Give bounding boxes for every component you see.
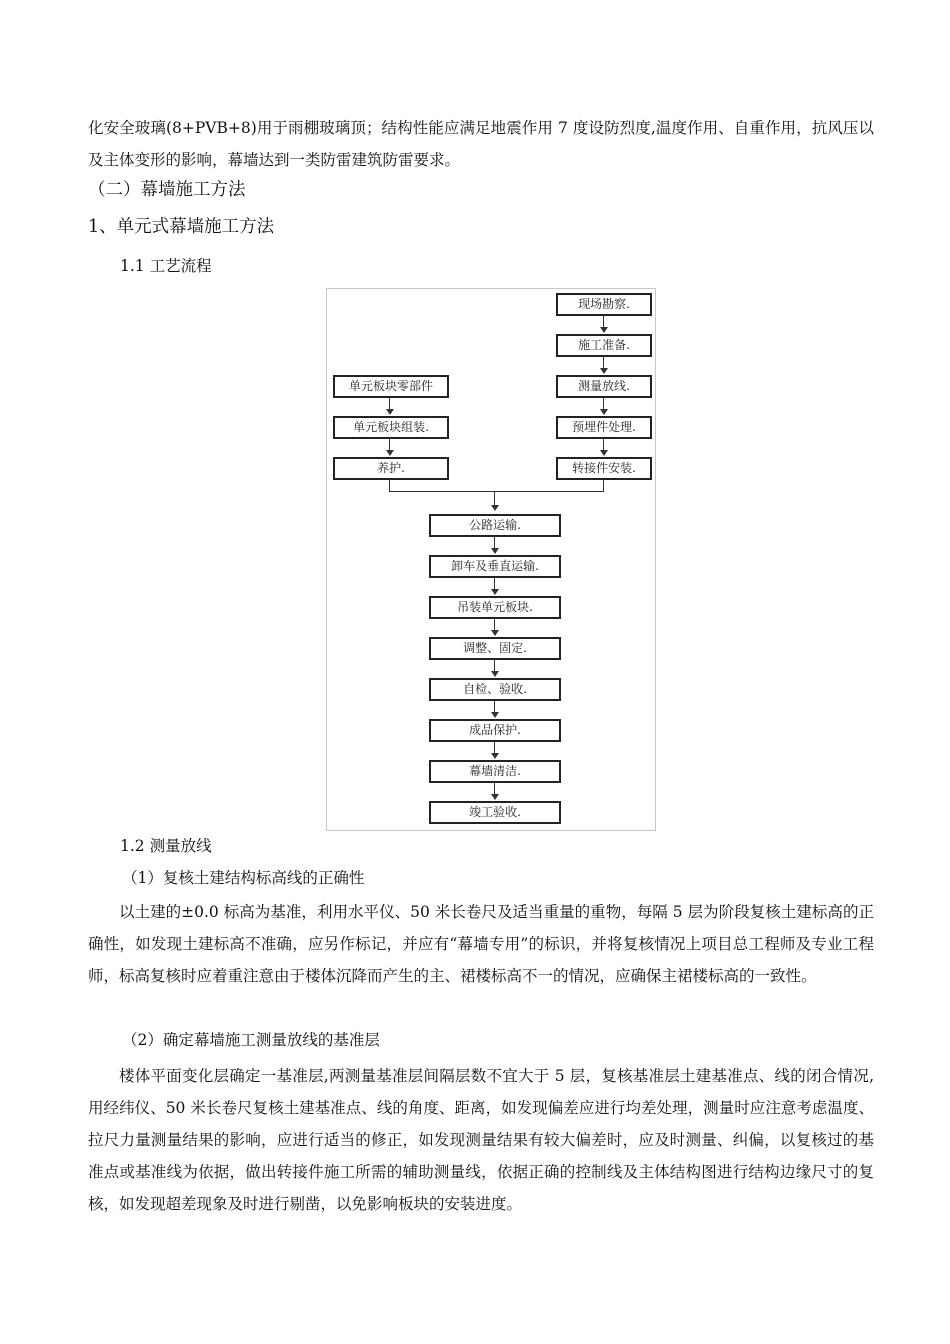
paragraph-1: 以土建的±0.0 标高为基准，利用水平仪、50 米长卷尺及适当重量的重物，每隔 5 层为阶段复核土建标高的正确性，如发现土建标高不准确，应另作标记，并应有“幕墙专用”的标识，并将复核情况上项目总工程师及专业工程师，标高复核时应着重注意由于楼体沉降而产生的主、裙楼标高不一的情况，应确保主裙楼标高的一致性。	[88, 903, 874, 985]
flow-step-adjust-fix: 调整、固定.	[429, 637, 561, 660]
subsection-title: 1、单元式幕墙施工方法	[88, 217, 275, 237]
flow-step-hoisting: 吊装单元板块.	[429, 596, 561, 619]
flow-step-road-transport: 公路运输.	[429, 514, 561, 537]
flow-step-surveying: 测量放线.	[556, 375, 652, 398]
flow-step-connector-install: 转接件安装.	[556, 457, 652, 480]
item-1-2-heading: 1.2 测量放线	[120, 837, 212, 855]
item-1-1-heading: 1.1 工艺流程	[120, 257, 212, 275]
section-title: （二）幕墙施工方法	[88, 180, 246, 200]
flow-step-unit-parts: 单元板块零部件	[333, 375, 449, 398]
flow-step-cleaning: 幕墙清洁.	[429, 760, 561, 783]
flow-step-preparation: 施工准备.	[556, 334, 652, 357]
flow-step-unit-assembly: 单元板块组装.	[333, 416, 449, 439]
flow-step-curing: 养护.	[333, 457, 449, 480]
flow-step-unloading: 卸车及垂直运输.	[429, 555, 561, 578]
flow-step-self-check: 自检、验收.	[429, 678, 561, 701]
flow-step-final-acceptance: 竣工验收.	[429, 801, 561, 824]
sub-heading-2: （2）确定幕墙施工测量放线的基准层	[122, 1031, 380, 1049]
flow-step-embedded-parts: 预埋件处理.	[556, 416, 652, 439]
intro-paragraph: 化安全玻璃(8+PVB+8)用于雨棚玻璃顶；结构性能应满足地震作用 7 度设防烈度,温度作用、自重作用，抗风压以及主体变形的影响，幕墙达到一类防雷建筑防雷要求。	[88, 119, 874, 169]
flow-step-protection: 成品保护.	[429, 719, 561, 742]
paragraph-2: 楼体平面变化层确定一基准层,两测量基准层间隔层数不宜大于 5 层，复核基准层土建基准点、线的闭合情况,用经纬仪、50 米长卷尺复核土建基准点、线的角度、距离，如发现偏差应进行均差处理，测量时应注意考虑温度、拉尺力量测量结果的影响，应进行适当的修正，如发现测量结果有较大偏差时，应及时测量、纠偏，以复核过的基准点或基准线为依据，做出转接件施工所需的辅助测量线，依据正确的控制线及主体结构图进行结构边缘尺寸的复核，如发现超差现象及时进行剔凿，以免影响板块的安装进度。	[88, 1067, 874, 1213]
process-flowchart	[326, 288, 656, 831]
flow-step-site-survey: 现场勘察.	[556, 293, 652, 316]
sub-heading-1: （1）复核土建结构标高线的正确性	[122, 869, 365, 887]
